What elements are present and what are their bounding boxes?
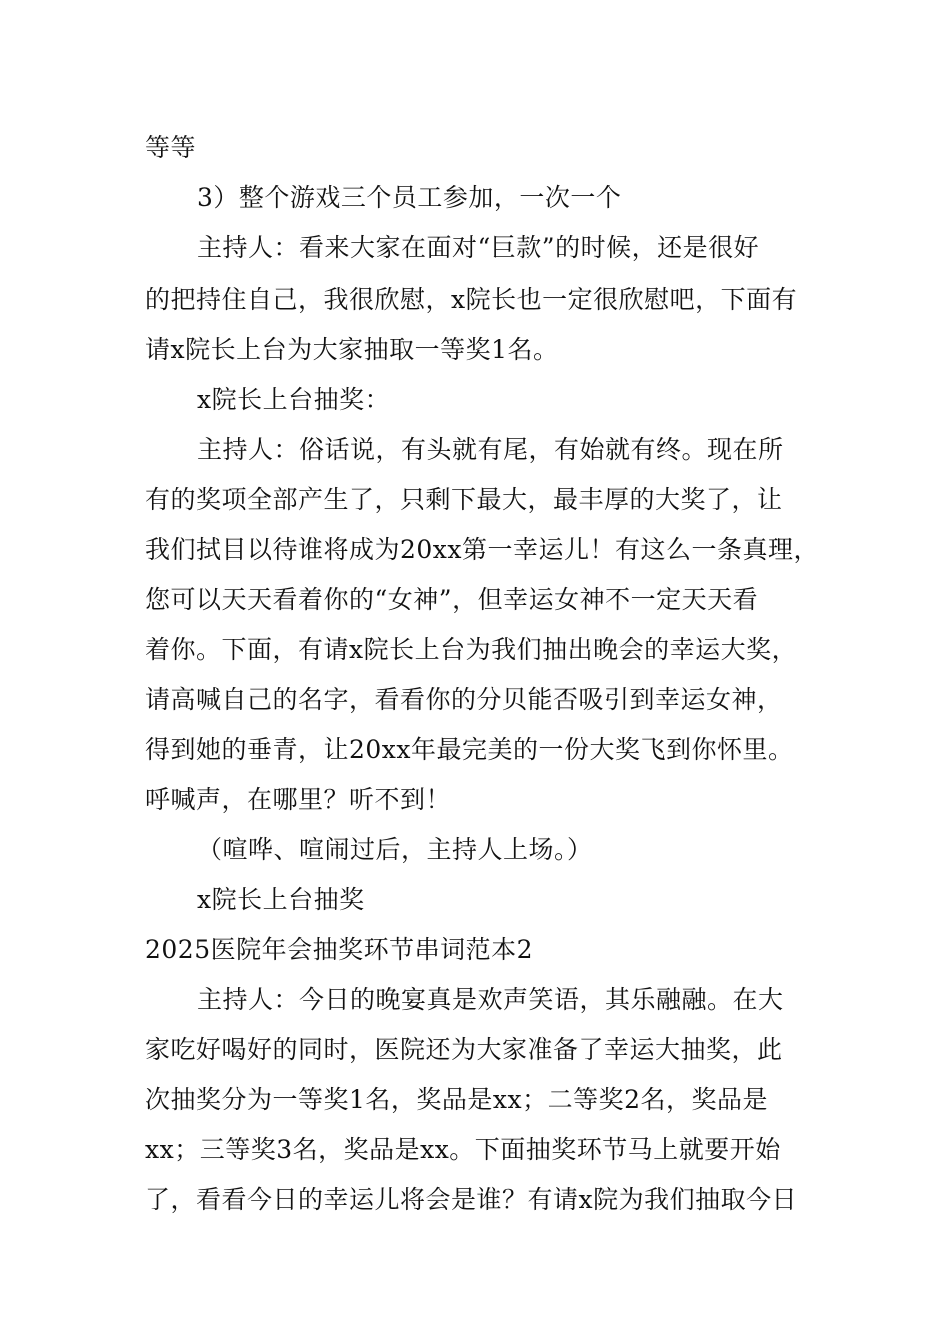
- text-line: 请x院长上台为大家抽取一等奖1名。: [145, 335, 559, 364]
- text-line: 有的奖项全部产生了，只剩下最大，最丰厚的大奖了，让: [145, 485, 783, 514]
- text-line: 主持人：看来大家在面对“巨款”的时候，还是很好: [197, 233, 760, 262]
- text-line: 次抽奖分为一等奖1名，奖品是xx；二等奖2名，奖品是: [145, 1085, 769, 1114]
- text-line: x院长上台抽奖：: [197, 385, 391, 414]
- text-line: x院长上台抽奖: [197, 885, 365, 914]
- text-line: 得到她的垂青，让20xx年最完美的一份大奖飞到你怀里。: [145, 735, 794, 764]
- text-line: 主持人：今日的晚宴真是欢声笑语，其乐融融。在大: [197, 985, 784, 1014]
- text-line: xx；三等奖3名，奖品是xx。下面抽奖环节马上就要开始: [145, 1135, 781, 1164]
- text-line: 着你。下面，有请x院长上台为我们抽出晚会的幸运大奖，: [145, 635, 798, 664]
- text-line: 您可以天天看着你的“女神”，但幸运女神不一定天天看: [145, 585, 759, 614]
- text-line: （喧哗、喧闹过后，主持人上场。）: [197, 835, 593, 864]
- text-line: 我们拭目以待谁将成为20xx第一幸运儿！有这么一条真理，: [145, 535, 820, 564]
- text-line: 了，看看今日的幸运儿将会是谁？有请x院为我们抽取今日: [145, 1185, 798, 1214]
- section-heading: 2025医院年会抽奖环节串词范本2: [145, 935, 534, 964]
- text-line: 请高喊自己的名字，看看你的分贝能否吸引到幸运女神，: [145, 685, 783, 714]
- text-line: 家吃好喝好的同时，医院还为大家准备了幸运大抽奖，此: [145, 1035, 783, 1064]
- text-line: 主持人：俗话说，有头就有尾，有始就有终。现在所: [197, 435, 784, 464]
- text-line: 的把持住自己，我很欣慰，x院长也一定很欣慰吧，下面有: [145, 285, 798, 314]
- text-line: 3）整个游戏三个员工参加，一次一个: [197, 183, 622, 212]
- text-line: 等等: [145, 133, 197, 162]
- text-line: 呼喊声，在哪里？听不到！: [145, 785, 452, 814]
